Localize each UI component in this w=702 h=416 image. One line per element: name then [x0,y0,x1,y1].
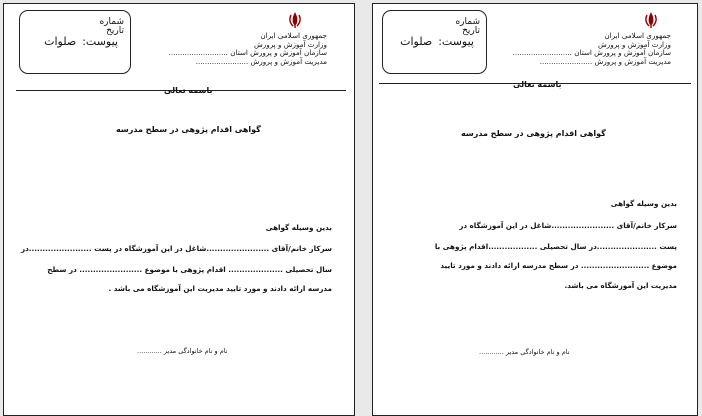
attachment-line [20,37,130,46]
iran-emblem-icon [644,11,658,29]
issuer-header [169,32,327,66]
issuer-header [513,32,671,66]
number-label: شماره [455,17,480,27]
body-line: سال تحصیلی .................... اقدام پژوهی با موضوع ....................... در سطح [47,265,332,274]
header-line: سازمان آموزش و پرورش استان .......................... [512,48,671,57]
header-line: مدیریت آموزش و پرورش ....................... [539,56,671,66]
iran-emblem-icon [288,11,302,29]
certificate-body [383,199,677,289]
body-line: بدین وسیله گواهی [265,223,332,232]
body-line: بدین وسیله گواهی [610,199,677,208]
date-label: تاریخ [462,26,480,36]
basmala-heading: باسمه تعالی [164,86,213,95]
header-line: جمهوری اسلامی ایران [604,31,671,40]
basmala-heading: باسمه تعالی [513,80,562,89]
principal-signature-line: نام و نام خانوادگی مدیر ............ [137,347,228,355]
salavat-label: صلوات [44,35,77,48]
header-line: وزارت آموزش و پرورش [254,39,327,49]
body-line: مدرسه ارائه دادند و مورد تایید مدیریت این آموزشگاه می باشد . [108,284,332,293]
reference-box [382,10,487,74]
reference-box [19,10,131,74]
certificate-title: گواهی اقدام پژوهی در سطح مدرسه [116,125,261,134]
date-label: تاریخ [106,26,124,36]
body-line: پست ......................در سال تحصیلی ..................اقدام پژوهی با [434,242,677,251]
document-page-left [3,3,355,416]
header-line: وزارت آموزش و پرورش [598,39,671,49]
document-page-right [372,3,698,416]
header-line: جمهوری اسلامی ایران [260,31,327,40]
header-line: مدیریت آموزش و پرورش ....................... [195,56,327,66]
principal-signature-line: نام و نام خانوادگی مدیر ............ [479,348,570,356]
certificate-title: گواهی اقدام پژوهی در سطح مدرسه [461,129,606,138]
certificate-body [14,223,332,303]
header-line: سازمان آموزش و پرورش استان .......................... [168,48,327,57]
body-line: موضوع ......................... در سطح مدرسه ارائه دادند و مورد تایید [440,261,677,270]
attachment-label: پیوست: [82,35,118,48]
attachment-line [383,37,486,46]
body-line: سرکار خانم/آقای .......................شاغل در این آموزشگاه در پست .......................در [20,244,332,253]
attachment-label: پیوست: [438,35,474,48]
body-line: سرکار خانم/آقای .......................شاغل در این آموزشگاه در [459,221,677,230]
body-line: مدیریت این آموزشگاه می باشد. [564,281,677,290]
number-label: شماره [99,17,124,27]
salavat-label: صلوات [400,35,433,48]
